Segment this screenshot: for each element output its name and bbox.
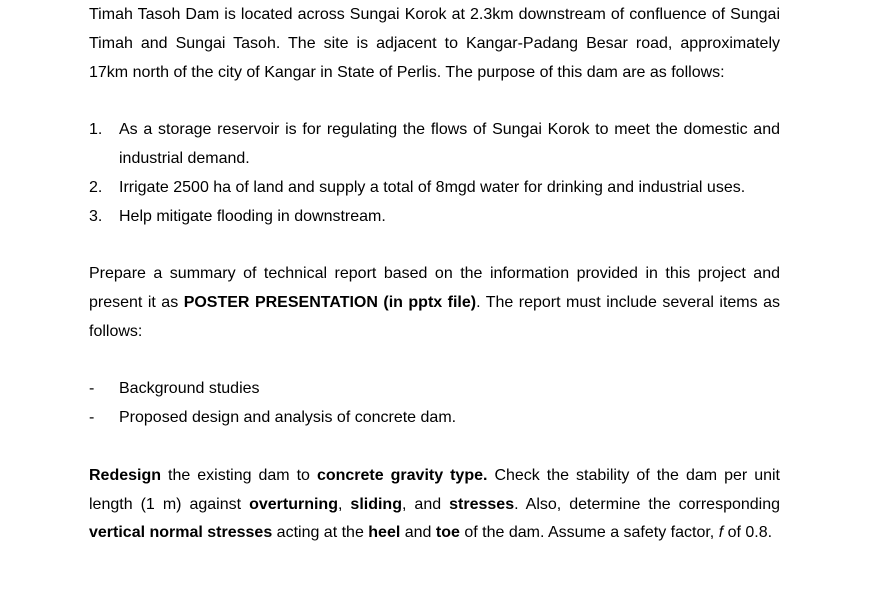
redesign-paragraph <box>89 462 780 548</box>
list-item-text: Proposed design and analysis of concrete dam. <box>119 409 457 427</box>
list-number: 3. <box>89 207 103 225</box>
list-item-text: As a storage reservoir is for regulating the flows of Sungai Korok to meet the domestic and industrial demand. <box>119 121 780 167</box>
spacer <box>89 87 780 116</box>
text: and <box>400 524 436 542</box>
list-item <box>89 203 780 232</box>
task-paragraph <box>89 260 780 346</box>
list-number: 1. <box>89 121 103 139</box>
text: , and <box>401 495 450 513</box>
purpose-list <box>89 116 780 231</box>
emphasis: overturning <box>249 495 338 513</box>
emphasis: concrete gravity type. <box>316 466 488 484</box>
text: acting at the <box>272 524 369 542</box>
list-item-text: Help mitigate flooding in downstream. <box>119 207 386 225</box>
emphasis: stresses <box>449 495 515 513</box>
spacer <box>89 231 780 260</box>
report-items-list <box>89 375 780 433</box>
task-text: Prepare a summary of technical report based on the information provided in this project and present it as <box>89 265 780 311</box>
emphasis: heel <box>368 524 401 542</box>
list-item-text: Background studies <box>119 380 260 398</box>
task-text: . The report must include several items as follows: <box>89 293 781 340</box>
text: of 0.8. <box>723 524 773 542</box>
list-item <box>89 404 780 433</box>
emphasis: vertical normal stresses <box>89 524 273 542</box>
text: Check the stability of the dam per unit length (1 m) against <box>89 466 780 513</box>
emphasis: toe <box>435 524 460 542</box>
intro-paragraph: Timah Tasoh Dam is located across Sungai Korok at 2.3km downstream of confluence of Sungai Timah and Sungai Tasoh. The site is adjacent to Kangar-Padang Besar road, approximately 17km north of the city of Kangar in State of Perlis. The purpose of this dam are as follows: <box>89 6 780 81</box>
list-number: 2. <box>89 178 103 196</box>
list-dash: - <box>89 409 95 427</box>
emphasis: Redesign <box>89 466 162 484</box>
italic-variable: f <box>718 524 724 542</box>
text: , <box>337 495 351 513</box>
list-item-text: Irrigate 2500 ha of land and supply a total of 8mgd water for drinking and industrial uses. <box>119 178 746 196</box>
list-item <box>89 174 780 203</box>
document-body <box>89 1 780 548</box>
spacer <box>89 433 780 462</box>
list-item <box>89 375 780 404</box>
task-emphasis: POSTER PRESENTATION (in pptx file) <box>183 293 477 311</box>
text: . Also, determine the corresponding <box>514 495 781 513</box>
text: the existing dam to <box>161 466 317 484</box>
list-dash: - <box>89 380 95 398</box>
text: of the dam. Assume a safety factor, <box>459 524 719 542</box>
list-item <box>89 116 780 174</box>
emphasis: sliding <box>350 495 402 513</box>
spacer <box>89 347 780 376</box>
